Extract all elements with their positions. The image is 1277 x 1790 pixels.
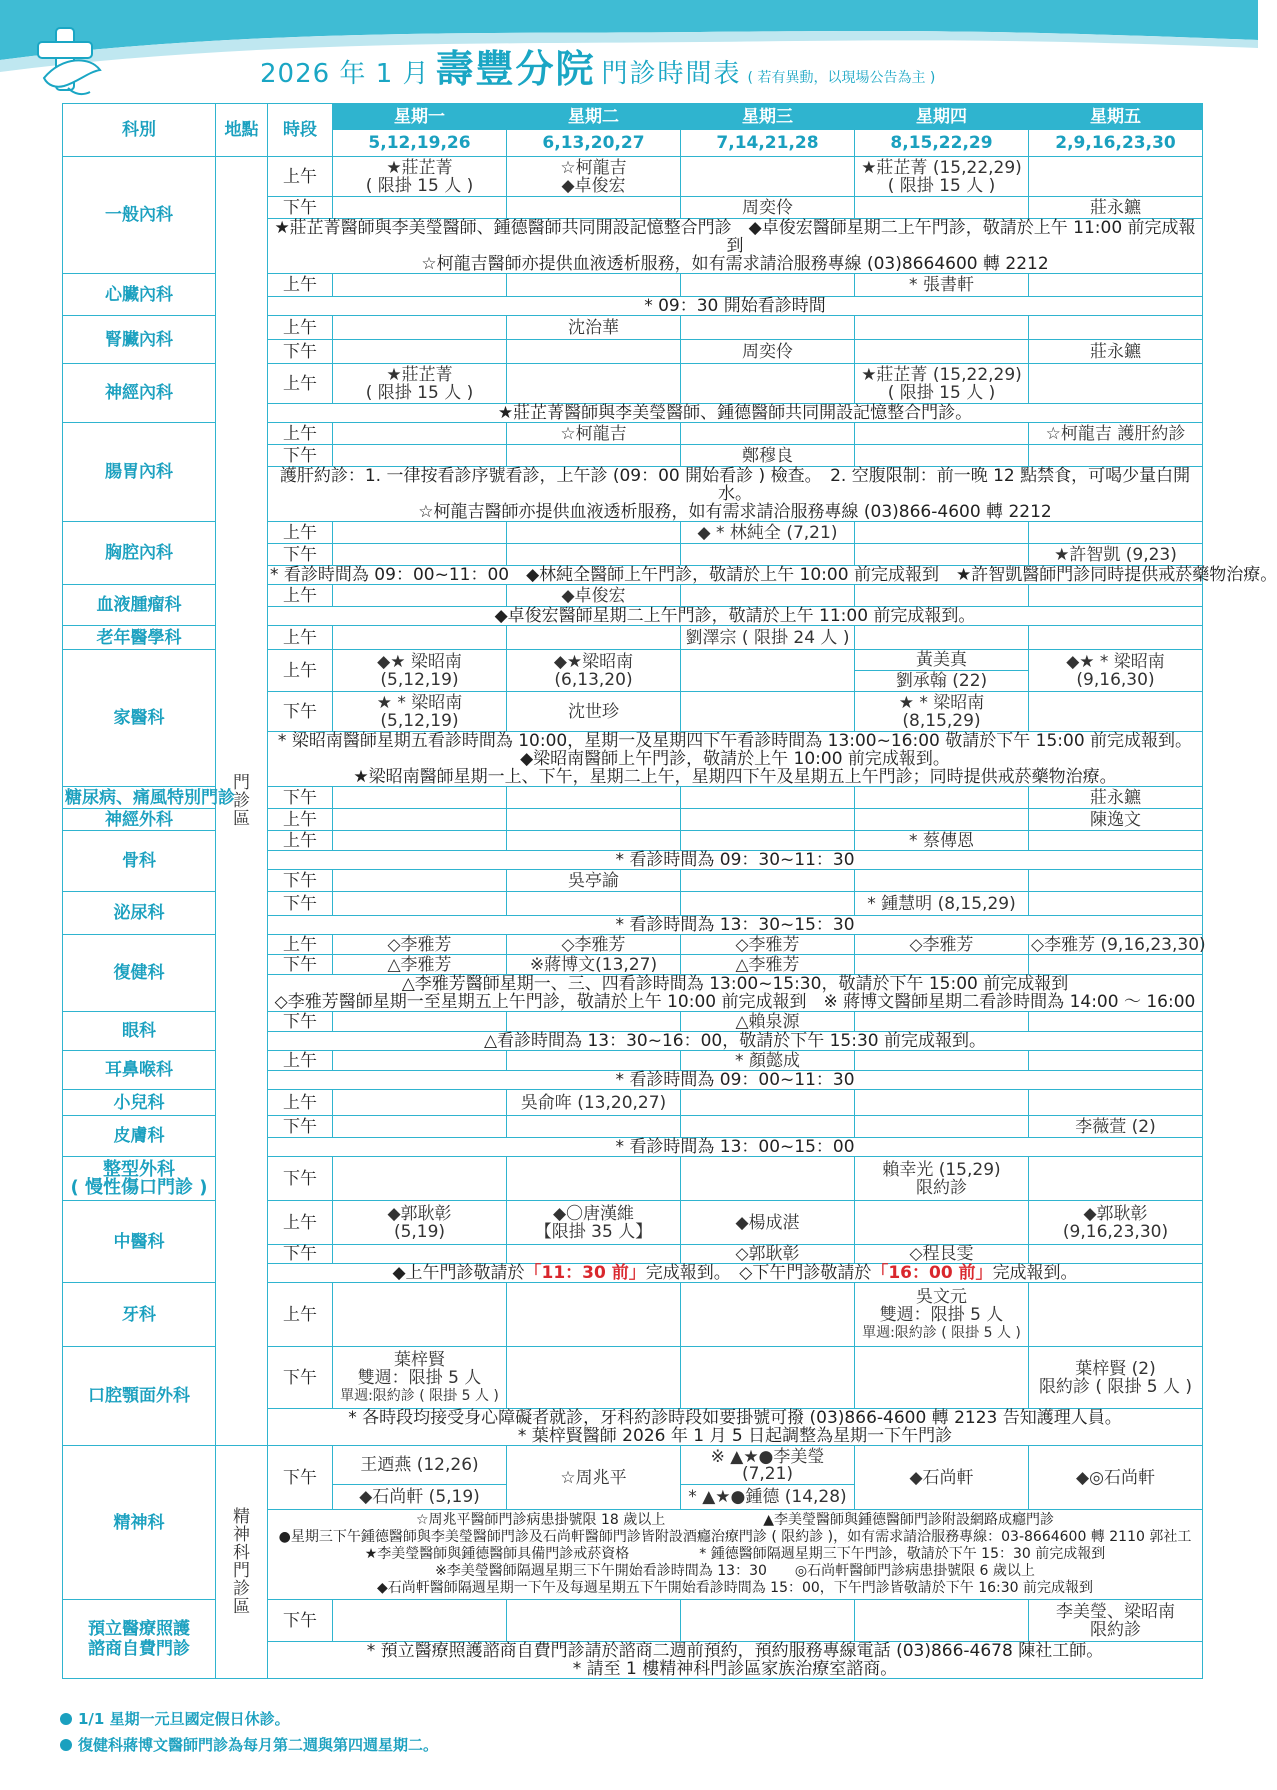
slot-cell [333, 1012, 507, 1032]
slot-cell [681, 870, 855, 892]
note-gastroenterology: 護肝約診：1. 一律按看診序號看診，上午診 (09：00 開始看診 ) 檢查。 2. 空腹限制：前一晚 12 點禁食，可喝少量白開水。 ☆柯龍吉醫師亦提供血液透析服務，如有需求請洽服務專線 (03)866-4600 轉 2212 [268, 467, 1203, 522]
session-am: 上午 [268, 585, 333, 607]
weekday-fri: 星期五 [1029, 104, 1203, 130]
note-psychiatry: ☆周兆平醫師門診病患掛號限 18 歲以上 ▲李美瑩醫師與鍾德醫師門診附設網路成癮門診 ●星期三下午鍾德醫師與李美瑩醫師門診及石尚軒醫師門診皆附設酒癮治療門診 ( 限約診 )，如有需求請洽服務專線：03-8664600 轉 2110 郭社工 ★李美瑩醫師與鍾德醫師具備門診戒菸資格 * 鍾德醫師隔週星期三下午門診，敬請於下午 15：30 前完成報到 ※李美瑩醫師隔週星期三下午開始看診時間為 13：30 ◎石尚軒醫師門診病患掛號限 6 歲以上 ◆石尚軒醫師隔週星期一下午及每週星期五下午開始看診時間為 15：00，下午門診皆敬請於下午 16:30 前完成報到 [268, 1510, 1203, 1600]
dept-diabetes-gout: 糖尿病、痛風特別門診 [63, 787, 216, 809]
slot-cell [507, 787, 681, 809]
slot-cell: 葉梓賢 (2) 限約診 ( 限掛 5 人 ) [1029, 1347, 1203, 1409]
note-urology: * 看診時間為 13：30~15：30 [268, 916, 1203, 935]
note-chest-medicine: * 看診時間為 09：00~11：00 ◆林純全醫師上午門診，敬請於上午 10:00 前完成報到 ★許智凱醫師門診同時提供戒菸藥物治療。 [268, 566, 1203, 585]
slot-cell [333, 1600, 507, 1642]
session-am: 上午 [268, 1090, 333, 1116]
slot-cell [333, 870, 507, 892]
slot-cell [1029, 831, 1203, 851]
session-pm: 下午 [268, 445, 333, 467]
note-neurology: ★莊芷菁醫師與李美瑩醫師、鍾德醫師共同開設記憶整合門診。 [268, 404, 1203, 423]
slot-cell: 周奕伶 [681, 340, 855, 364]
slot-cell: * 顏懿成 [681, 1051, 855, 1071]
footer-note-text: 1/1 星期一元旦國定假日休診。 [78, 1710, 290, 1728]
dept-dermatology: 皮膚科 [63, 1116, 216, 1157]
session-pm: 下午 [268, 787, 333, 809]
slot-cell: ◆ * 林純全 (7,21) [681, 522, 855, 544]
slot-sub: * ▲★●鍾德 (14,28) [688, 1486, 847, 1507]
session-pm: 下午 [268, 544, 333, 566]
slot-cell: 沈世珍 [507, 692, 681, 732]
session-am: 上午 [268, 316, 333, 340]
slot-cell [1029, 274, 1203, 297]
slot-cell: ★莊芷菁 (15,22,29) ( 限掛 15 人 ) [855, 157, 1029, 197]
title-hospital: 壽豐分院 [435, 47, 596, 91]
slot-cell: ★ * 梁昭南 (5,12,19) [333, 692, 507, 732]
head-dept: 科別 [63, 104, 216, 157]
slot-cell: 陳逸文 [1029, 809, 1203, 831]
slot-cell-split [681, 1446, 855, 1510]
dates-fri: 2,9,16,23,30 [1029, 130, 1203, 157]
slot-cell [681, 787, 855, 809]
session-pm: 下午 [268, 692, 333, 732]
slot-cell [507, 1051, 681, 1071]
slot-cell [681, 809, 855, 831]
slot-cell [507, 809, 681, 831]
slot-cell [681, 316, 855, 340]
dept-oral-maxillofacial-surgery: 口腔顎面外科 [63, 1347, 216, 1446]
slot-cell [855, 955, 1029, 975]
weekday-thu: 星期四 [855, 104, 1029, 130]
slot-cell: ◇程艮雯 [855, 1245, 1029, 1264]
dept-chinese-medicine: 中醫科 [63, 1201, 216, 1283]
slot-cell: ★莊芷菁 (15,22,29) ( 限掛 15 人 ) [855, 364, 1029, 404]
slot-cell [333, 1116, 507, 1138]
note-ent: * 看診時間為 09：00~11：30 [268, 1071, 1203, 1090]
session-am: 上午 [268, 809, 333, 831]
slot-cell [333, 809, 507, 831]
slot-cell: ※蔣博文(13,27) [507, 955, 681, 975]
session-pm: 下午 [268, 892, 333, 916]
dept-advance-care-planning: 預立醫療照護 諮商自費門診 [63, 1600, 216, 1679]
dates-thu: 8,15,22,29 [855, 130, 1029, 157]
dept-neurology: 神經內科 [63, 364, 216, 423]
slot-cell [507, 1347, 681, 1409]
slot-cell [1029, 692, 1203, 732]
slot-cell: ◆★ * 梁昭南 (9,16,30) [1029, 650, 1203, 692]
note-text: ◆上午門診敬請於 [392, 1263, 525, 1283]
slot-cell: ★ * 梁昭南 (8,15,29) [855, 692, 1029, 732]
session-pm: 下午 [268, 1157, 333, 1201]
slot-cell: △賴泉源 [681, 1012, 855, 1032]
slot-cell: 賴幸光 (15,29) 限約診 [855, 1157, 1029, 1201]
slot-cell: ◆卓俊宏 [507, 585, 681, 607]
dept-neurosurgery: 神經外科 [63, 809, 216, 831]
session-am: 上午 [268, 1283, 333, 1347]
slot-cell: * 蔡傳恩 [855, 831, 1029, 851]
dept-nephrology: 腎臟內科 [63, 316, 216, 364]
session-pm: 下午 [268, 1116, 333, 1138]
slot-cell [333, 1090, 507, 1116]
slot-cell [507, 1245, 681, 1264]
slot-cell: * 張書軒 [855, 274, 1029, 297]
slot-cell [507, 340, 681, 364]
slot-cell [855, 316, 1029, 340]
slot-cell [855, 1116, 1029, 1138]
slot-cell [855, 445, 1029, 467]
slot-cell [1029, 1283, 1203, 1347]
slot-small: 單週:限約診 ( 限掛 5 人 ) [340, 1387, 499, 1404]
slot-cell: ◆〇唐漢維 【限掛 35 人】 [507, 1201, 681, 1245]
slot-cell [855, 522, 1029, 544]
dept-rehabilitation: 復健科 [63, 935, 216, 1012]
head-location: 地點 [216, 104, 268, 157]
dept-dentistry: 牙科 [63, 1283, 216, 1347]
slot-cell: ☆周兆平 [507, 1446, 681, 1510]
slot-sub: 王迺燕 (12,26) [333, 1446, 506, 1485]
slot-cell [507, 831, 681, 851]
slot-cell: 吳俞哖 (13,20,27) [507, 1090, 681, 1116]
slot-cell [855, 809, 1029, 831]
dept-ent: 耳鼻喉科 [63, 1051, 216, 1090]
slot-cell [681, 585, 855, 607]
note-advance-care-planning: * 預立醫療照護諮商自費門診請於諮商二週前預約，預約服務專線電話 (03)866-4678 陳社工師。 * 請至 1 樓精神科門診區家族治療室諮商。 [268, 1642, 1203, 1679]
slot-cell [855, 1201, 1029, 1245]
title-note: ( 若有異動，以現場公告為主 ) [747, 70, 936, 86]
dates-tue: 6,13,20,27 [507, 130, 681, 157]
slot-cell [507, 197, 681, 219]
slot-cell [1029, 316, 1203, 340]
session-pm: 下午 [268, 197, 333, 219]
dept-psychiatry: 精神科 [63, 1446, 216, 1600]
slot-cell: 莊永鑣 [1029, 340, 1203, 364]
slot-cell [1029, 870, 1203, 892]
slot-cell [855, 423, 1029, 445]
dept-urology: 泌尿科 [63, 892, 216, 935]
slot-cell: 沈治華 [507, 316, 681, 340]
dept-chest-medicine: 胸腔內科 [63, 522, 216, 585]
slot-cell [681, 1090, 855, 1116]
slot-sub: 黃美真 [855, 650, 1028, 671]
slot-cell: ☆柯龍吉 [507, 423, 681, 445]
session-pm: 下午 [268, 1600, 333, 1642]
note-dermatology: * 看診時間為 13：00~15：00 [268, 1138, 1203, 1157]
slot-cell [681, 1283, 855, 1347]
slot-cell [507, 1116, 681, 1138]
note-orthopedics: * 看診時間為 09：30~11：30 [268, 851, 1203, 870]
session-am: 上午 [268, 1201, 333, 1245]
footer-note-text: 復健科蔣博文醫師門診為每月第二週與第四週星期二。 [78, 1736, 439, 1754]
slot-cell [681, 157, 855, 197]
session-am: 上午 [268, 364, 333, 404]
dept-gastroenterology: 腸胃內科 [63, 423, 216, 522]
slot-cell: ◇李雅芳 [681, 935, 855, 955]
slot-cell [1029, 1245, 1203, 1264]
slot-cell [681, 1347, 855, 1409]
dept-family-medicine: 家醫科 [63, 650, 216, 787]
slot-cell [1029, 1090, 1203, 1116]
dept-general-medicine: 一般內科 [63, 157, 216, 274]
title-year-month: 2026 年 1 月 [260, 59, 430, 89]
session-pm: 下午 [268, 955, 333, 975]
slot-cell [855, 1012, 1029, 1032]
slot-cell: ◆★梁昭南 (6,13,20) [507, 650, 681, 692]
session-am: 上午 [268, 1051, 333, 1071]
bullet-icon [60, 1739, 72, 1751]
slot-cell [681, 692, 855, 732]
slot-main: 葉梓賢 雙週：限掛 5 人 [357, 1349, 482, 1388]
slot-cell [1029, 955, 1203, 975]
slot-cell [507, 626, 681, 650]
slot-cell [333, 522, 507, 544]
slot-cell: ◆郭耿彰 (9,16,23,30) [1029, 1201, 1203, 1245]
slot-cell [1029, 157, 1203, 197]
note-hematology-oncology: ◆卓俊宏醫師星期二上午門診，敬請於上午 11:00 前完成報到。 [268, 607, 1203, 626]
slot-cell [1029, 585, 1203, 607]
slot-cell [681, 423, 855, 445]
slot-cell: ★許智凱 (9,23) [1029, 544, 1203, 566]
slot-cell [855, 340, 1029, 364]
slot-cell [333, 423, 507, 445]
slot-sub: 劉承翰 (22) [895, 671, 988, 691]
dept-plastic-surgery: 整型外科 ( 慢性傷口門診 ) [63, 1157, 216, 1201]
note-oral-maxillofacial-surgery: * 各時段均接受身心障礙者就診，牙科約診時段如要掛號可撥 (03)866-4600 轉 2123 告知護理人員。 * 葉梓賢醫師 2026 年 1 月 5 日起調整為星期一下午門診 [268, 1409, 1203, 1446]
slot-cell [333, 340, 507, 364]
location-psychiatry-area: 精 神 科 門 診 區 [216, 1446, 268, 1679]
slot-cell [333, 544, 507, 566]
note-cardiology: * 09：30 開始看診時間 [268, 297, 1203, 316]
slot-cell: 劉澤宗 ( 限掛 24 人 ) [681, 626, 855, 650]
session-am: 上午 [268, 274, 333, 297]
dept-ophthalmology: 眼科 [63, 1012, 216, 1051]
slot-cell: 李薇萱 (2) [1029, 1116, 1203, 1138]
slot-cell [333, 1347, 507, 1409]
session-am: 上午 [268, 831, 333, 851]
slot-small: 單週:限約診 ( 限掛 5 人 ) [862, 1324, 1021, 1341]
slot-cell [1029, 445, 1203, 467]
weekday-tue: 星期二 [507, 104, 681, 130]
note-family-medicine: * 梁昭南醫師星期五看診時間為 10:00，星期一及星期四下午看診時間為 13:00~16:00 敬請於下午 15:00 前完成報到。 ◆梁昭南醫師上午門診，敬請於上午 10:00 前完成報到。 ★梁昭南醫師星期一上、下午，星期二上午，星期四下午及星期五上午門診；同時提供戒菸藥物治療。 [268, 732, 1203, 787]
slot-cell [507, 364, 681, 404]
slot-sub: ◆石尚軒 (5,19) [359, 1487, 480, 1507]
slot-cell [507, 1600, 681, 1642]
slot-cell [507, 274, 681, 297]
dates-wed: 7,14,21,28 [681, 130, 855, 157]
slot-cell [855, 1283, 1029, 1347]
slot-cell [333, 316, 507, 340]
footer-note [60, 1732, 438, 1758]
slot-cell: ◆郭耿彰 (5,19) [333, 1201, 507, 1245]
slot-cell [333, 1157, 507, 1201]
slot-cell [855, 197, 1029, 219]
slot-cell [855, 544, 1029, 566]
slot-cell: 莊永鑣 [1029, 197, 1203, 219]
bullet-icon [60, 1713, 72, 1725]
slot-cell [333, 274, 507, 297]
slot-cell [855, 787, 1029, 809]
slot-cell [855, 870, 1029, 892]
slot-cell [507, 1283, 681, 1347]
session-pm: 下午 [268, 340, 333, 364]
session-am: 上午 [268, 935, 333, 955]
slot-sub: ※ ▲★●李美瑩 (7,21) [681, 1447, 854, 1485]
slot-cell [1029, 1157, 1203, 1201]
note-general-medicine: ★莊芷菁醫師與李美瑩醫師、鍾德醫師共同開設記憶整合門診 ◆卓俊宏醫師星期二上午門診，敬請於上午 11:00 前完成報到 ☆柯龍吉醫師亦提供血液透析服務，如有需求請洽服務專線 (03)8664600 轉 2212 [268, 219, 1203, 274]
slot-cell [333, 445, 507, 467]
slot-cell: ◆石尚軒 [855, 1446, 1029, 1510]
note-rehabilitation: △李雅芳醫師星期一、三、四看診時間為 13:00~15:30，敬請於下午 15:00 前完成報到 ◇李雅芳醫師星期一至星期五上午門診，敬請於上午 10:00 前完成報到 ※ 蔣博文醫師星期二看診時間為 14:00 ～ 16:00 [268, 975, 1203, 1012]
slot-cell [681, 274, 855, 297]
slot-cell: ◇李雅芳 (9,16,23,30) [1029, 935, 1203, 955]
slot-cell-split [333, 1446, 507, 1510]
dept-orthopedics: 骨科 [63, 831, 216, 892]
slot-cell: ★莊芷菁 ( 限掛 15 人 ) [333, 364, 507, 404]
slot-cell [333, 626, 507, 650]
slot-cell [507, 1157, 681, 1201]
schedule-table [62, 103, 1277, 1679]
slot-cell: 莊永鑣 [1029, 787, 1203, 809]
slot-cell: 鄭穆良 [681, 445, 855, 467]
slot-cell [1029, 626, 1203, 650]
page-title [260, 38, 936, 91]
slot-cell [507, 1012, 681, 1032]
slot-cell [507, 445, 681, 467]
slot-cell: * 鍾慧明 (8,15,29) [855, 892, 1029, 916]
slot-cell: △李雅芳 [681, 955, 855, 975]
slot-cell [681, 831, 855, 851]
slot-cell [333, 831, 507, 851]
slot-cell [333, 787, 507, 809]
note-text: 完成報到。 [992, 1263, 1078, 1283]
slot-cell [1029, 1051, 1203, 1071]
dept-hematology-oncology: 血液腫瘤科 [63, 585, 216, 626]
note-ophthalmology: △看診時間為 13：30~16：00，敬請於下午 15:30 前完成報到。 [268, 1032, 1203, 1051]
slot-cell [333, 1245, 507, 1264]
dept-pediatrics: 小兒科 [63, 1090, 216, 1116]
session-pm: 下午 [268, 870, 333, 892]
slot-cell [1029, 522, 1203, 544]
slot-cell [681, 364, 855, 404]
slot-cell [1029, 892, 1203, 916]
session-am: 上午 [268, 650, 333, 692]
slot-cell [333, 1051, 507, 1071]
slot-cell: ◇郭耿彰 [681, 1245, 855, 1264]
slot-cell: ★莊芷菁 ( 限掛 15 人 ) [333, 157, 507, 197]
slot-cell-split [855, 650, 1029, 692]
title-subtitle: 門診時間表 [601, 59, 742, 89]
slot-cell [1029, 1012, 1203, 1032]
dept-cardiology: 心臟內科 [63, 274, 216, 316]
slot-cell: ◇李雅芳 [333, 935, 507, 955]
slot-cell [507, 892, 681, 916]
slot-cell: 吳亭諭 [507, 870, 681, 892]
weekday-mon: 星期一 [333, 104, 507, 130]
slot-cell: ◇李雅芳 [507, 935, 681, 955]
slot-cell [681, 1116, 855, 1138]
session-pm: 下午 [268, 1245, 333, 1264]
slot-cell: ◆◎石尚軒 [1029, 1446, 1203, 1510]
dates-mon: 5,12,19,26 [333, 130, 507, 157]
slot-main: 吳文元 雙週：限掛 5 人 [879, 1286, 1004, 1325]
slot-cell [855, 1051, 1029, 1071]
dept-geriatrics: 老年醫學科 [63, 626, 216, 650]
slot-cell [681, 544, 855, 566]
deadline-highlight: 「16：00 前」 [871, 1263, 993, 1283]
deadline-highlight: 「11：30 前」 [524, 1263, 646, 1283]
slot-cell: ◇李雅芳 [855, 935, 1029, 955]
footer-note [60, 1706, 438, 1732]
session-am: 上午 [268, 626, 333, 650]
slot-cell [507, 544, 681, 566]
session-am: 上午 [268, 157, 333, 197]
slot-cell [855, 1347, 1029, 1409]
slot-cell [333, 585, 507, 607]
slot-cell [855, 1600, 1029, 1642]
slot-cell [855, 1090, 1029, 1116]
slot-cell: ☆柯龍吉 護肝約診 [1029, 423, 1203, 445]
slot-cell: 李美瑩、梁昭南 限約診 [1029, 1600, 1203, 1642]
slot-cell [507, 522, 681, 544]
slot-cell: ◆楊成湛 [681, 1201, 855, 1245]
slot-cell [333, 197, 507, 219]
slot-cell: ◆★ 梁昭南 (5,12,19) [333, 650, 507, 692]
location-clinic-area: 門 診 區 [216, 157, 268, 1446]
slot-cell [681, 650, 855, 692]
slot-cell: △李雅芳 [333, 955, 507, 975]
note-text: 完成報到。 ◇下午門診敬請於 [645, 1263, 872, 1283]
session-am: 上午 [268, 423, 333, 445]
slot-cell: ☆柯龍吉 ◆卓俊宏 [507, 157, 681, 197]
note-chinese-medicine [268, 1264, 1203, 1283]
session-pm: 下午 [268, 1347, 333, 1409]
slot-cell [333, 1283, 507, 1347]
slot-cell [855, 585, 1029, 607]
slot-cell [855, 626, 1029, 650]
session-pm: 下午 [268, 1012, 333, 1032]
head-session: 時段 [268, 104, 333, 157]
session-pm: 下午 [268, 1446, 333, 1510]
slot-cell [681, 1600, 855, 1642]
hospital-logo-icon [34, 26, 104, 98]
slot-cell [333, 892, 507, 916]
slot-cell [681, 1157, 855, 1201]
slot-cell [1029, 364, 1203, 404]
weekday-wed: 星期三 [681, 104, 855, 130]
slot-cell [681, 892, 855, 916]
session-am: 上午 [268, 522, 333, 544]
footer-notes [60, 1706, 438, 1758]
slot-cell: 周奕伶 [681, 197, 855, 219]
